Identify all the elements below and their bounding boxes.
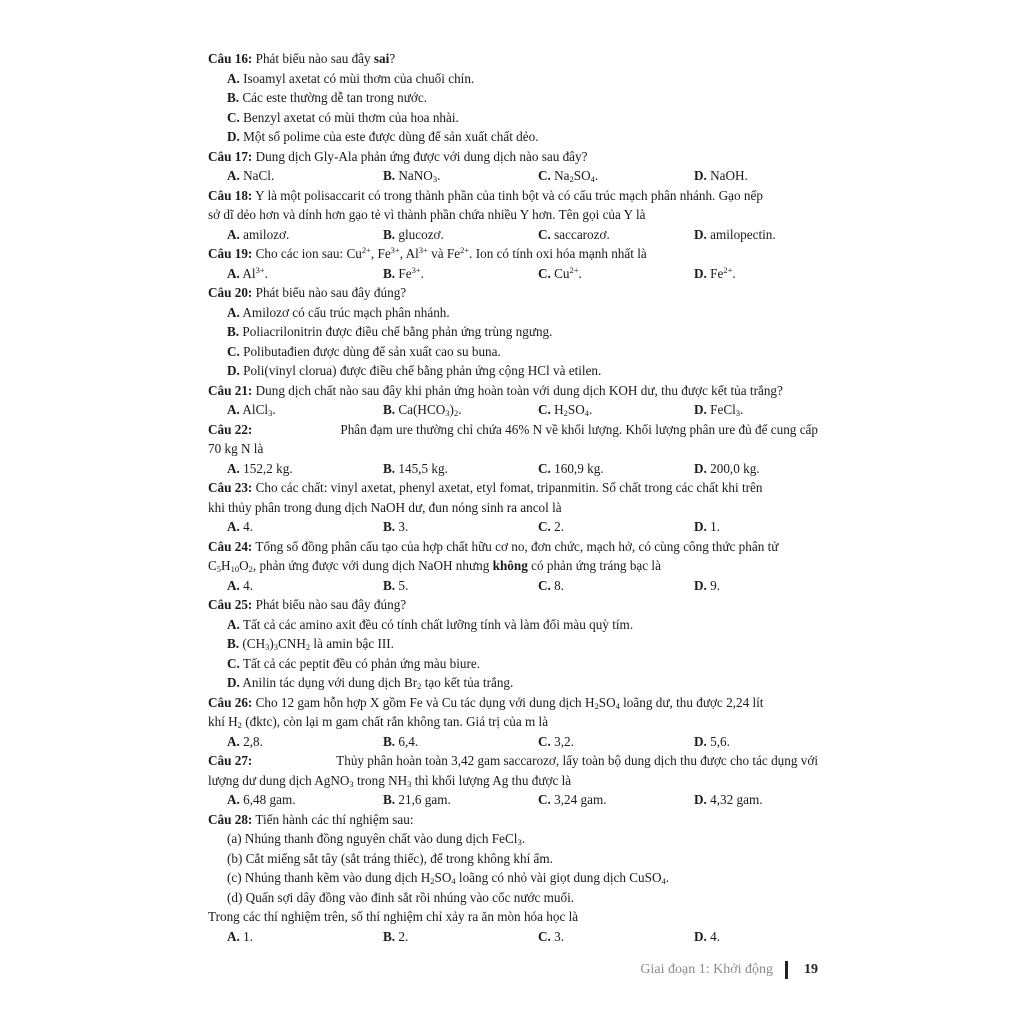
q25-stem: Câu 25: Phát biểu nào sau đây đúng? xyxy=(208,597,407,612)
q28-experiment-d: (d) Quấn sợi dây đồng vào đinh sắt rồi nhúng vào cốc nước muối. xyxy=(227,889,575,905)
q19-option-d: D. $Fe^{2+}$. xyxy=(694,264,736,281)
q23-option-c: C. 2. xyxy=(538,519,565,534)
q17-stem: Câu 17: Dung dịch Gly-Ala phản ứng được với dung dịch nào sau đây? xyxy=(208,148,588,164)
q20-option-c: C. Polibutađien được dùng để sản xuất cao su buna. xyxy=(227,343,501,359)
q28-experiment-a: (a) Nhúng thanh đồng nguyên chất vào dung dịch FeCl$_3$. xyxy=(227,831,525,847)
q22-option-c: C. 160,9 kg. xyxy=(538,460,604,476)
q27-option-c: C. 3,24 gam. xyxy=(538,792,607,807)
q28-conclusion: Trong các thí nghiệm trên, số thí nghiệm chỉ xảy ra ăn mòn hóa học là xyxy=(208,909,579,924)
q17-option-a: A. NaCl. xyxy=(227,168,275,183)
section-title: Giai đoạn 1: Khởi động xyxy=(640,962,773,977)
q26-stem-cont: khí $H_2$ (đktc), còn lại m gam chất rắn không tan. Giá trị của m là xyxy=(208,714,549,730)
q28-option-c: C. 3. xyxy=(538,928,565,944)
question-page xyxy=(208,49,818,946)
q18-option-a: A. amilozơ. xyxy=(227,226,290,242)
q21-stem: Câu 21: Dung dịch chất nào sau đây khi phản ứng hoàn toàn với dung dịch KOH dư, thu được kết tủa trắng? xyxy=(208,382,783,398)
q16-option-d: D. Một số polime của este được dùng để sản xuất chất dẻo. xyxy=(227,129,539,144)
q27-stem-cont: lượng dư dung dịch AgNO$_3$ trong $NH_3$ thì khối lượng Ag thu được là xyxy=(208,772,572,789)
q17-options xyxy=(208,166,818,186)
q28-stem: Câu 28: Tiến hành các thí nghiệm sau: xyxy=(208,811,414,827)
q27-stem: Câu 27: Thủy phân hoàn toàn 3,42 gam saccarozơ, lấy toàn bộ dung dịch thu được cho tác dụng với xyxy=(208,753,818,768)
q21-options xyxy=(208,400,818,420)
q24-options xyxy=(208,576,818,596)
q26-option-a: A. 2,8. xyxy=(227,733,263,749)
q27-option-b: B. 21,6 gam. xyxy=(383,792,451,807)
q22-options xyxy=(208,459,818,479)
q20-option-a: A. Amilozơ có cấu trúc mạch phân nhánh. xyxy=(227,304,450,320)
q24-stem-cont: $C_5H_{10}O_2$, phản ứng được với dung dịch NaOH nhưng không có phản ứng tráng bạc là xyxy=(208,558,661,574)
q27-options xyxy=(208,790,818,810)
q18-options xyxy=(208,225,818,245)
q23-stem-cont: khi thủy phân trong dung dịch NaOH dư, đun nóng sinh ra ancol là xyxy=(208,499,562,515)
q20-stem: Câu 20: Phát biểu nào sau đây đúng? xyxy=(208,285,407,300)
q18-stem: Câu 18: Y là một polisaccarit có trong thành phần của tinh bột và có cấu trúc mạch phân nhánh. Gạo nếp xyxy=(208,187,763,203)
q23-option-d: D. 1. xyxy=(694,519,721,534)
q25-option-b: B. $(CH_3)_3CNH_2$ là amin bậc III. xyxy=(227,636,394,652)
q28-experiment-b: (b) Cắt miếng sắt tây (sắt tráng thiếc), để trong không khí ẩm. xyxy=(227,850,553,866)
q22-stem-cont: 70 kg N là xyxy=(208,441,264,456)
footer-divider xyxy=(785,961,788,979)
q22-option-a: A. 152,2 kg. xyxy=(227,460,293,476)
q19-option-a: A. $Al^{3+}$. xyxy=(227,264,268,281)
q26-option-d: D. 5,6. xyxy=(694,733,730,749)
q22-stem: Câu 22: Phân đạm ure thường chỉ chứa 46% N về khối lượng. Khối lượng phân ure đủ để cung cấp xyxy=(208,421,818,437)
q21-option-d: D. FeCl$_3$. xyxy=(694,402,744,418)
q24-stem: Câu 24: Tổng số đồng phân cấu tạo của hợp chất hữu cơ no, đơn chức, mạch hở, có cùng công thức phân tử xyxy=(208,538,779,554)
q28-option-b: B. 2. xyxy=(383,928,409,944)
q18-option-c: C. saccarozơ. xyxy=(538,226,610,242)
q16-option-c: C. Benzyl axetat có mùi thơm của hoa nhài. xyxy=(227,109,459,125)
q19-option-c: C. $Cu^{2+}$. xyxy=(538,264,582,281)
q25-option-a: A. Tất cả các amino axit đều có tính chất lưỡng tính và làm đổi màu quỳ tím. xyxy=(227,616,634,632)
q17-option-c: C. $Na_2SO_4$. xyxy=(538,168,599,184)
q23-options xyxy=(208,517,818,537)
q22-option-b: B. 145,5 kg. xyxy=(383,460,448,476)
q26-option-b: B. 6,4. xyxy=(383,733,419,749)
page-number: 19 xyxy=(804,962,818,977)
q26-options xyxy=(208,732,818,752)
q18-stem-cont: sở dĩ dẻo hơn và dính hơn gạo tẻ vì thành phần chứa nhiều Y hơn. Tên gọi của Y là xyxy=(208,207,646,222)
q28-option-d: D. 4. xyxy=(694,928,721,944)
q19-options xyxy=(208,264,818,284)
q21-option-c: C. $H_2SO_4$. xyxy=(538,402,593,418)
q18-option-b: B. glucozơ. xyxy=(383,226,444,242)
q19-stem: Câu 19: Cho các ion sau: $Cu^{2+}$, $Fe^{3+}$, $Al^{3+}$ và $Fe^{2+}$. Ion có tính oxi hóa mạnh nhất là xyxy=(208,245,647,261)
q28-experiment-c: (c) Nhúng thanh kẽm vào dung dịch $H_2SO_4$ loãng có nhỏ vài giọt dung dịch CuSO$_4$. xyxy=(227,870,670,886)
q27-option-a: A. 6,48 gam. xyxy=(227,792,296,807)
q23-option-a: A. 4. xyxy=(227,519,254,534)
q16-option-a: A. Isoamyl axetat có mùi thơm của chuối chín. xyxy=(227,70,475,86)
q20-option-b: B. Poliacrilonitrin được điều chế bằng phản ứng trùng ngưng. xyxy=(227,324,553,339)
q24-option-b: B. 5. xyxy=(383,577,409,593)
q24-option-a: A. 4. xyxy=(227,577,254,593)
q16-stem: Câu 16: Phát biểu nào sau đây sai? xyxy=(208,51,396,66)
q16-option-b: B. Các este thường dễ tan trong nước. xyxy=(227,90,428,105)
q20-option-d: D. Poli(vinyl clorua) được điều chế bằng phản ứng cộng HCl và etilen. xyxy=(227,363,602,378)
q27-option-d: D. 4,32 gam. xyxy=(694,792,763,807)
q28-option-a: A. 1. xyxy=(227,928,254,944)
q18-option-d: D. amilopectin. xyxy=(694,226,776,242)
q21-option-b: B. $Ca(HCO_3)_2$. xyxy=(383,402,462,418)
q23-option-b: B. 3. xyxy=(383,519,409,534)
q26-option-c: C. 3,2. xyxy=(538,733,574,749)
q25-option-c: C. Tất cả các peptit đều có phản ứng màu biure. xyxy=(227,655,480,671)
q24-option-d: D. 9. xyxy=(694,577,721,593)
page-footer xyxy=(630,960,820,980)
q19-option-b: B. $Fe^{3+}$. xyxy=(383,264,424,281)
q25-option-d: D. Anilin tác dụng với dung dịch $Br_2$ tạo kết tủa trắng. xyxy=(227,675,514,691)
q22-option-d: D. 200,0 kg. xyxy=(694,460,760,476)
q17-option-b: B. NaNO$_3$. xyxy=(383,168,441,184)
q21-option-a: A. AlCl$_3$. xyxy=(227,402,276,418)
q23-stem: Câu 23: Cho các chất: vinyl axetat, phenyl axetat, etyl fomat, tripanmitin. Số chất trong các chất khi trên xyxy=(208,480,763,495)
q17-option-d: D. NaOH. xyxy=(694,168,748,183)
q26-stem: Câu 26: Cho 12 gam hỗn hợp X gồm Fe và Cu tác dụng với dung dịch $H_2SO_4$ loãng dư, thu được 2,24 lít xyxy=(208,694,764,711)
q28-options xyxy=(208,927,818,947)
q24-option-c: C. 8. xyxy=(538,577,565,593)
